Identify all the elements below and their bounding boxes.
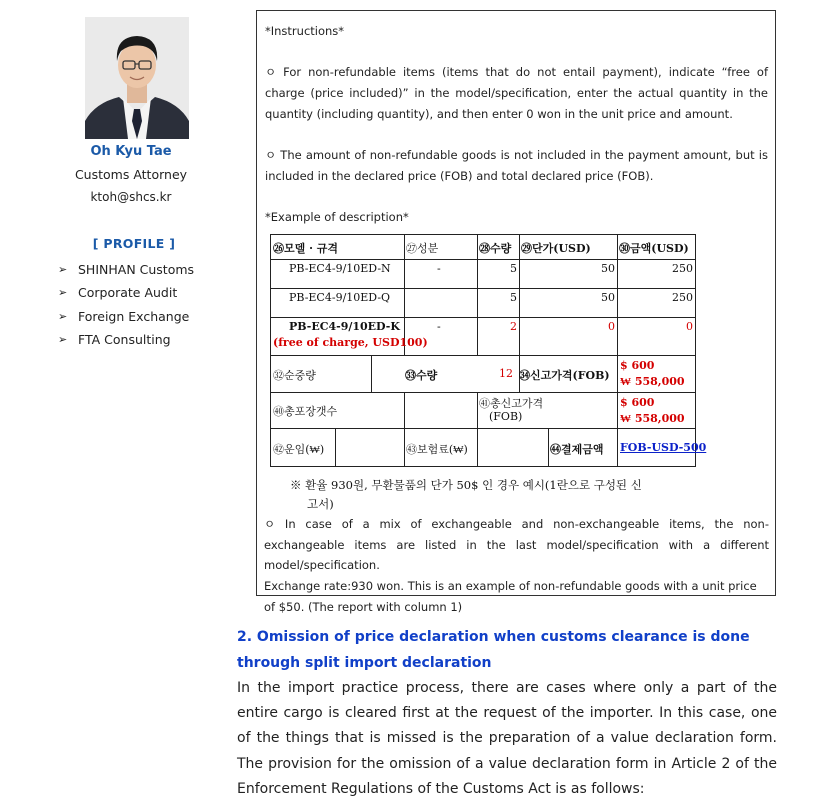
list-item [58, 305, 194, 328]
quantity-value: 12 [499, 367, 513, 380]
example-heading: *Example of description* [265, 210, 409, 225]
row3-component: - [437, 320, 441, 333]
section-paragraph: In the import practice process, there are cases where only a part of the entire cargo is cleared first at the request of the importer. In this case, one of the things that is missed is the preparation of a value declaration form. The provision for the omission of a value declaration form in Article 2 of the Enforcement Regulations of the Customs Act is as follows: [237, 680, 777, 797]
declared-krw: ₩ 558,000 [620, 375, 685, 388]
instructions-tail [264, 514, 769, 618]
arrow-bullet-icon: ➢ [58, 333, 68, 347]
row3-model: PB-EC4-9/10ED-K [289, 320, 400, 333]
row1-amount: 250 [672, 262, 693, 275]
row2-model: PB-EC4-9/10ED-Q [289, 291, 391, 304]
tail-line-2: Exchange rate:930 won. This is an example of non-refundable goods with a unit price of $50. (The report with column 1) [264, 579, 757, 614]
row3-unit-price: 0 [608, 320, 615, 333]
korean-footnote-line1: ※ 환율 930원, 무환물품의 단가 50$ 인 경우 예시(1란으로 구성된 신 [290, 478, 642, 492]
profile-list [58, 258, 194, 351]
declaration-form [270, 234, 707, 467]
arrow-bullet-icon: ➢ [58, 286, 68, 300]
total-declared-label: ㊶총신고가격 [479, 397, 544, 410]
instructions-heading: *Instructions* [265, 24, 345, 38]
row2-amount: 250 [672, 291, 693, 304]
header-model: ㉖모델 · 규격 [273, 242, 338, 255]
row3-model-note: (free of charge, USD100) [273, 336, 428, 349]
row1-qty: 5 [510, 262, 517, 275]
row1-model: PB-EC4-9/10ED-N [289, 262, 391, 275]
row1-unit-price: 50 [601, 262, 615, 275]
instruction-item-2: ㅇ The amount of non-refundable goods is not included in the payment amount, but is included in the declared price (FOB) and total declared price (FOB). [265, 148, 768, 183]
korean-footnote-line2: 고서) [307, 497, 334, 511]
declared-usd: $ 600 [620, 359, 655, 372]
profile-email[interactable]: ktoh@shcs.kr [90, 190, 172, 204]
freight-label: ㊷운임(₩) [273, 443, 325, 456]
profile-title: Customs Attorney [74, 167, 188, 182]
list-item-label: FTA Consulting [78, 332, 171, 348]
declared-price-label: ㉞신고가격(FOB) [519, 369, 610, 382]
row2-unit-price: 50 [601, 291, 615, 304]
payment-value: FOB-USD-500 [620, 441, 707, 454]
header-amount: ㉚금액(USD) [619, 242, 689, 255]
insurance-label: ㊸보험료(₩) [406, 443, 468, 456]
row3-qty: 2 [510, 320, 517, 333]
arrow-bullet-icon: ➢ [58, 263, 68, 277]
arrow-bullet-icon: ➢ [58, 309, 68, 323]
instruction-item-1: ㅇ For non-refundable items (items that do not entail payment), indicate “free of charge (price included)” in the model/specification, enter the actual quantity in the quantity (including quantity), and then enter 0 won in the unit price and amount. [265, 65, 768, 121]
header-component: ㉗성분 [406, 242, 439, 255]
tail-line-1: ㅇ In case of a mix of exchangeable and non-exchangeable items, the non-exchangeable items are listed in the last model/specification with a different model/specification. [264, 517, 769, 573]
profile-heading: [ PROFILE ] [92, 236, 176, 251]
total-packages-label: ㊵총포장갯수 [273, 405, 338, 418]
total-krw: ₩ 558,000 [620, 412, 685, 425]
profile-photo [85, 17, 189, 139]
list-item [58, 328, 194, 351]
list-item-label: Corporate Audit [78, 285, 178, 301]
header-qty: ㉘수량 [479, 242, 512, 255]
header-unit-price: ㉙단가(USD) [521, 242, 591, 255]
korean-footnote [290, 476, 700, 514]
section-title: 2. Omission of price declaration when customs clearance is done through split import declaration [237, 629, 750, 671]
row1-component: - [437, 262, 441, 275]
list-item-label: Foreign Exchange [78, 308, 190, 324]
total-declared-sub: (FOB) [489, 410, 523, 423]
payment-label: ㊹결제금액 [550, 443, 604, 456]
profile-name: Oh Kyu Tae [90, 144, 172, 159]
net-weight-label: ㉜순중량 [273, 369, 316, 382]
row3-amount: 0 [686, 320, 693, 333]
total-usd: $ 600 [620, 396, 655, 409]
list-item [58, 281, 194, 304]
list-item-label: SHINHAN Customs [78, 262, 195, 278]
row2-qty: 5 [510, 291, 517, 304]
list-item [58, 258, 194, 281]
quantity-label: ㉝수량 [405, 369, 438, 382]
section-body [237, 676, 777, 802]
